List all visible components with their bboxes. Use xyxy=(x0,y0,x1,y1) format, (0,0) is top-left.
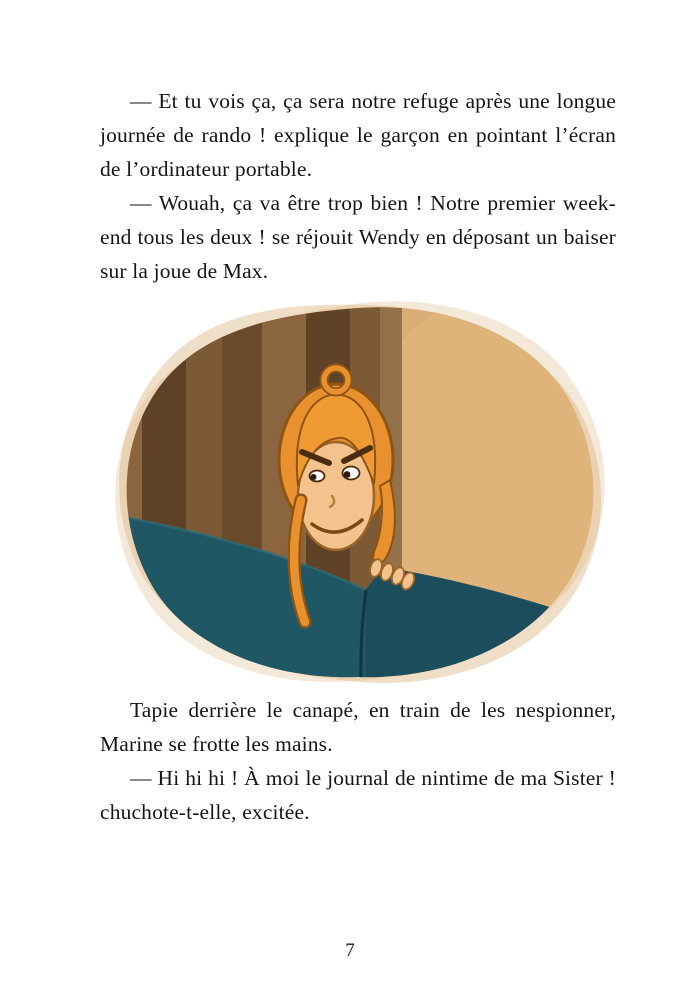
paragraph-3: Tapie derrière le canapé, en train de les nespionner, Marine se frotte les mains. xyxy=(100,698,616,756)
paragraph-2: — Wouah, ça va être trop bien ! Notre premier week-end tous les deux ! se réjouit Wendy en déposant un baiser sur la joue de Max. xyxy=(100,191,616,283)
page-number: 7 xyxy=(345,940,355,961)
text-block-top xyxy=(100,84,616,288)
paragraph-4: — Hi hi hi ! À moi le journal de nintime de ma Sister ! chuchote-t-elle, excitée. xyxy=(100,766,616,824)
illustration xyxy=(108,300,608,685)
text-block-bottom xyxy=(100,693,616,829)
paragraph-1: — Et tu vois ça, ça sera notre refuge après une longue journée de rando ! explique le garçon en pointant l’écran de l’ordinateur portable. xyxy=(100,89,616,181)
illustration-girl-peeking-svg xyxy=(108,300,608,685)
